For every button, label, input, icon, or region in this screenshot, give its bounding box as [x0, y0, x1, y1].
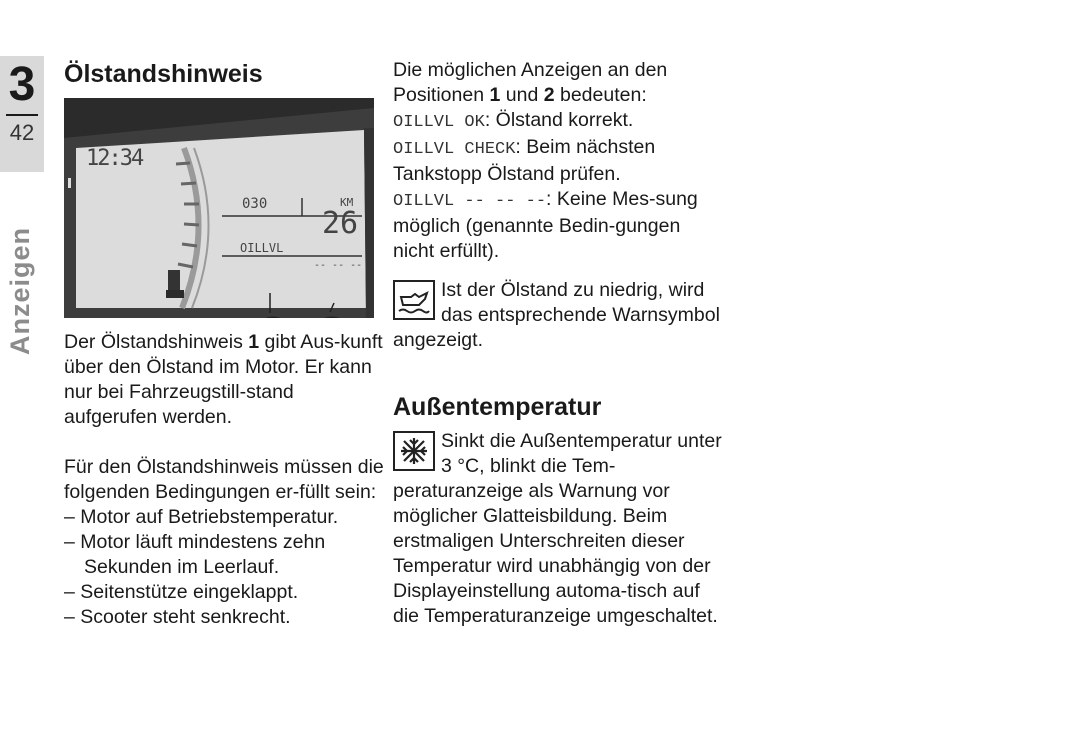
- list-item: – Motor auf Betriebstemperatur.: [64, 506, 339, 528]
- time-readout: 12:34: [86, 146, 143, 171]
- oil-heading: Ölstandshinweis: [64, 60, 263, 88]
- snowflake-icon: [393, 431, 435, 471]
- meanings-section: [393, 58, 723, 629]
- list-item: – Scooter steht senkrecht.: [64, 606, 291, 628]
- km-unit: KM: [340, 196, 354, 209]
- page-number: 42: [9, 120, 35, 145]
- oil-section: [64, 58, 384, 630]
- conditions-list: [64, 505, 384, 630]
- oil-can-icon: [393, 280, 435, 320]
- list-item: – Seitenstütze eingeklappt.: [64, 581, 299, 603]
- section-label: Anzeigen: [5, 226, 35, 355]
- temperature-note: Sinkt die Außentemperatur unter 3 °C, blinkt die Tem-peraturanzeige als Warnung vor möglicher Glatteisbildung. Beim erstmaligen Unterschreiten dieser Temperatur wird unabhängig von der Displayeinstellung automa-tisch auf die Temperaturanzeige umgeschaltet.: [393, 430, 722, 627]
- oil-level-value: -- -- --: [314, 260, 363, 271]
- odo-label: 030: [242, 196, 268, 212]
- oil-description: Der Ölstandshinweis 1 gibt Aus-kunft über den Ölstand im Motor. Er kann nur bei Fahrzeugstill-stand aufgerufen werden.: [64, 331, 383, 428]
- meanings-intro: Die möglichen Anzeigen an den Positionen 1 und 2 bedeuten:: [393, 59, 668, 106]
- list-item: – Motor läuft mindestens zehn Sekunden im Leerlauf.: [64, 531, 326, 578]
- oil-level-label: OILLVL: [240, 241, 284, 255]
- oil-warning-note: Ist der Ölstand zu niedrig, wird das entsprechende Warnsymbol angezeigt.: [393, 279, 720, 351]
- meaning-none: OILLVL -- -- --: Keine Mes-sung möglich (genannte Bedin-gungen nicht erfüllt).: [393, 188, 698, 262]
- temperature-heading: Außentemperatur: [393, 393, 602, 421]
- oil-conditions-intro: Für den Ölstandshinweis müssen die folgenden Bedingungen er-füllt sein:: [64, 456, 384, 503]
- tab-divider: [6, 114, 38, 116]
- km-value: 26: [322, 206, 359, 241]
- chapter-number: 3: [8, 58, 36, 111]
- dashboard-display-image: [64, 98, 374, 318]
- meaning-ok: OILLVL OK: Ölstand korrekt.: [393, 109, 634, 132]
- meaning-check: OILLVL CHECK: Beim nächsten Tankstopp Ölstand prüfen.: [393, 136, 656, 185]
